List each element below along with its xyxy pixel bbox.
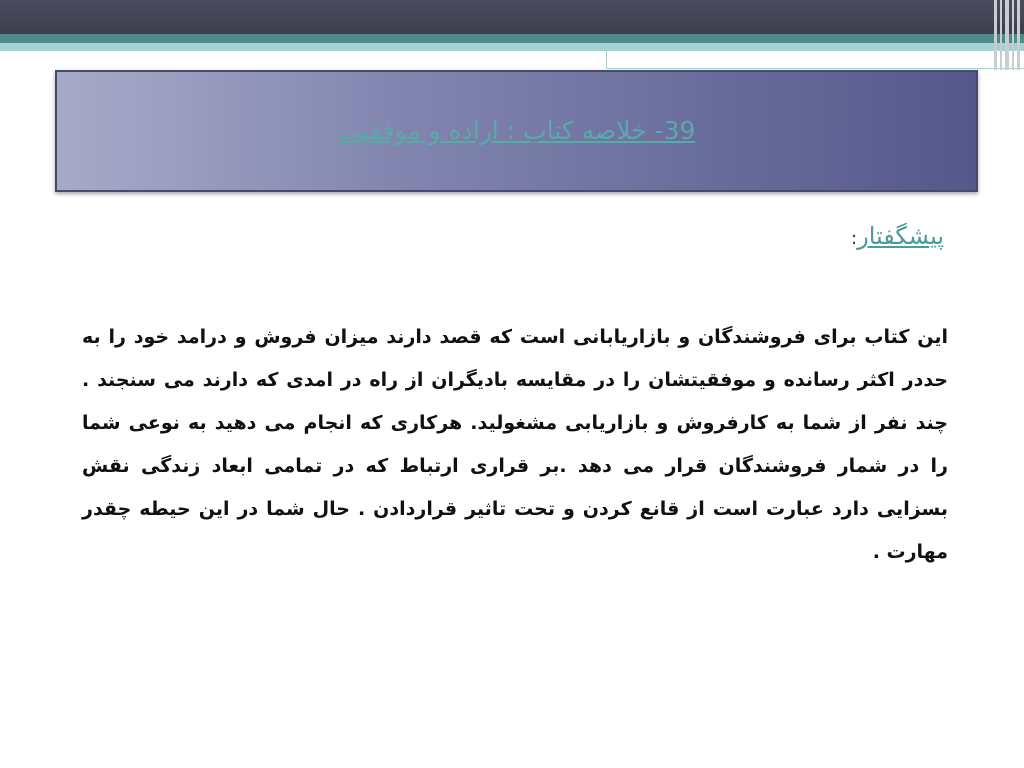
subheading	[851, 222, 944, 250]
decorative-tab	[606, 51, 1024, 69]
title-banner	[55, 70, 978, 192]
teal-decorative-band	[0, 34, 1024, 43]
top-decorative-band	[0, 0, 1024, 34]
body-paragraph: این کتاب برای فروشندگان و بازاریابانی است که قصد دارند میزان فروش و درامد خود را به حددر اکثر رسانده و موفقیتشان را در مقایسه بادیگران از راه در امدی که دارند می سنجند . چند نفر از شما به کارفروش و بازاریابی مشغولید. هرکاری که انجام می دهید به نوعی شما را در شمار فروشندگان قرار می دهد .بر قراری ارتباط که در تمامی ابعاد زندگی نقش بسزایی دارد عبارت است از قانع کردن و تحت تاثیر قراردادن . حال شما در این حیطه چقدر مهارت .	[82, 326, 948, 563]
slide-title[interactable]: 39- خلاصه کتاب : اراده و موفقیت	[337, 116, 696, 145]
subheading-label[interactable]: پیشگفتار	[857, 222, 944, 250]
subheading-colon: :	[851, 228, 858, 249]
decorative-stripes	[992, 0, 1024, 70]
light-teal-decorative-band	[0, 43, 1024, 51]
